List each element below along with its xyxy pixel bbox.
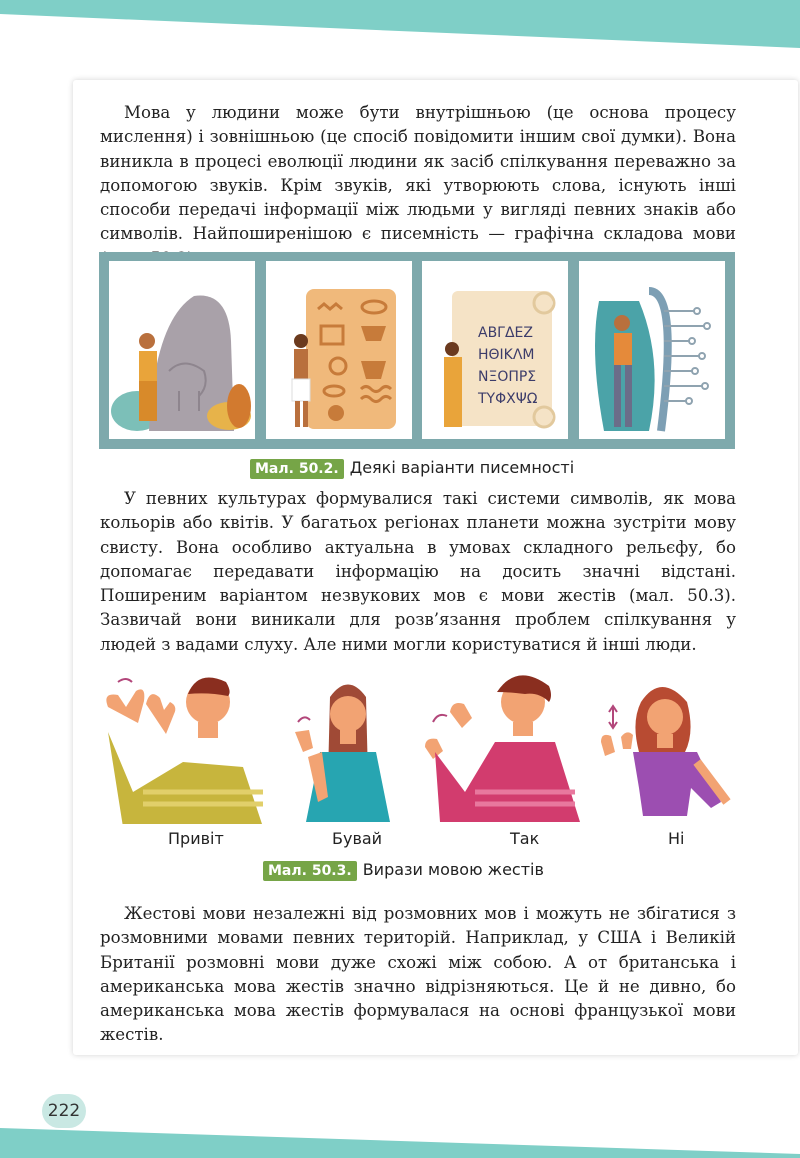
greek-row-1: ΑΒΓΔΕΖ	[478, 325, 533, 341]
greek-row-3: ΝΞΟΠΡΣ	[478, 369, 537, 385]
gesture-label-bye: Бувай	[332, 829, 383, 848]
figure-50-3-label: Мал. 50.3.	[263, 861, 357, 881]
top-decorative-band	[0, 0, 800, 60]
gesture-label-no: Ні	[668, 829, 685, 848]
writing-variants-figure	[99, 252, 735, 449]
greek-alphabet-panel	[422, 261, 568, 439]
figure-50-2-caption	[250, 458, 574, 479]
figure-50-2-text: Деякі варіанти писемності	[349, 458, 575, 477]
paragraph-sign-languages: Жестові мови незалежні від розмовних мов і можуть не збігатися з розмовними мовами певних територій. Наприклад, у США і Великій Британії розмовні мови дуже схожі між собою. А от британська і американська мова жестів значно відрізняються. Це й не дивно, бо американська мова жестів формувалася на основі французької мови жестів.	[100, 904, 736, 1045]
digital-tree-illustration	[579, 261, 725, 439]
figure-50-3-caption	[263, 860, 544, 881]
gesture-no-illustration	[593, 672, 733, 824]
gesture-yes-illustration	[425, 672, 585, 824]
paragraph-intro: Мова у людини може бути внутрішньою (це основа процесу мислення) і зовнішньою (це спосіб повідомити іншим свої думки). Вона виникла в процесі еволюції людини як засіб спілкування переважно за допомогою звуків. Крім звуків, які утворюють слова, існують інші способи передачі інформації між людьми у вигляді певних знаків або символів. Найпоширенішою є писемність — графічна складова мови	[100, 103, 736, 244]
hieroglyph-illustration	[266, 261, 412, 439]
gesture-bye-illustration	[290, 672, 400, 824]
hieroglyphs-panel	[266, 261, 412, 439]
rock-art-illustration	[109, 261, 255, 439]
digital-writing-panel	[579, 261, 725, 439]
gesture-label-yes: Так	[510, 829, 540, 848]
bottom-decorative-band	[0, 1088, 800, 1158]
rock-art-panel	[109, 261, 255, 439]
figure-50-2-label: Мал. 50.2.	[250, 459, 344, 479]
gesture-hello-illustration	[98, 672, 268, 824]
figure-50-3-text: Вирази мовою жестів	[362, 860, 544, 879]
paragraph-symbol-systems: У певних культурах формувалися такі системи символів, як мова кольорів або квітів. У багатьох регіонах планети можна зустріти мову свисту. Вона особливо актуальна в умовах складного рельєфу, бо допомагає передавати інформацію на досить значні відстані. Поширеним варіантом незвукових мов є мови жестів (мал. 50.3). Зазвичай вони виникали для розв’язання проблем спілкування у людей з вадами слуху. Але ними могли користуватися й інші люди.	[100, 489, 736, 654]
gesture-label-hello: Привіт	[168, 829, 224, 848]
greek-row-2: ΗΘΙΚΛΜ	[478, 347, 535, 363]
page-number: 222	[42, 1094, 86, 1128]
greek-scroll-illustration	[422, 261, 568, 439]
greek-row-4: ΤΥΦΧΨΩ	[478, 391, 538, 407]
